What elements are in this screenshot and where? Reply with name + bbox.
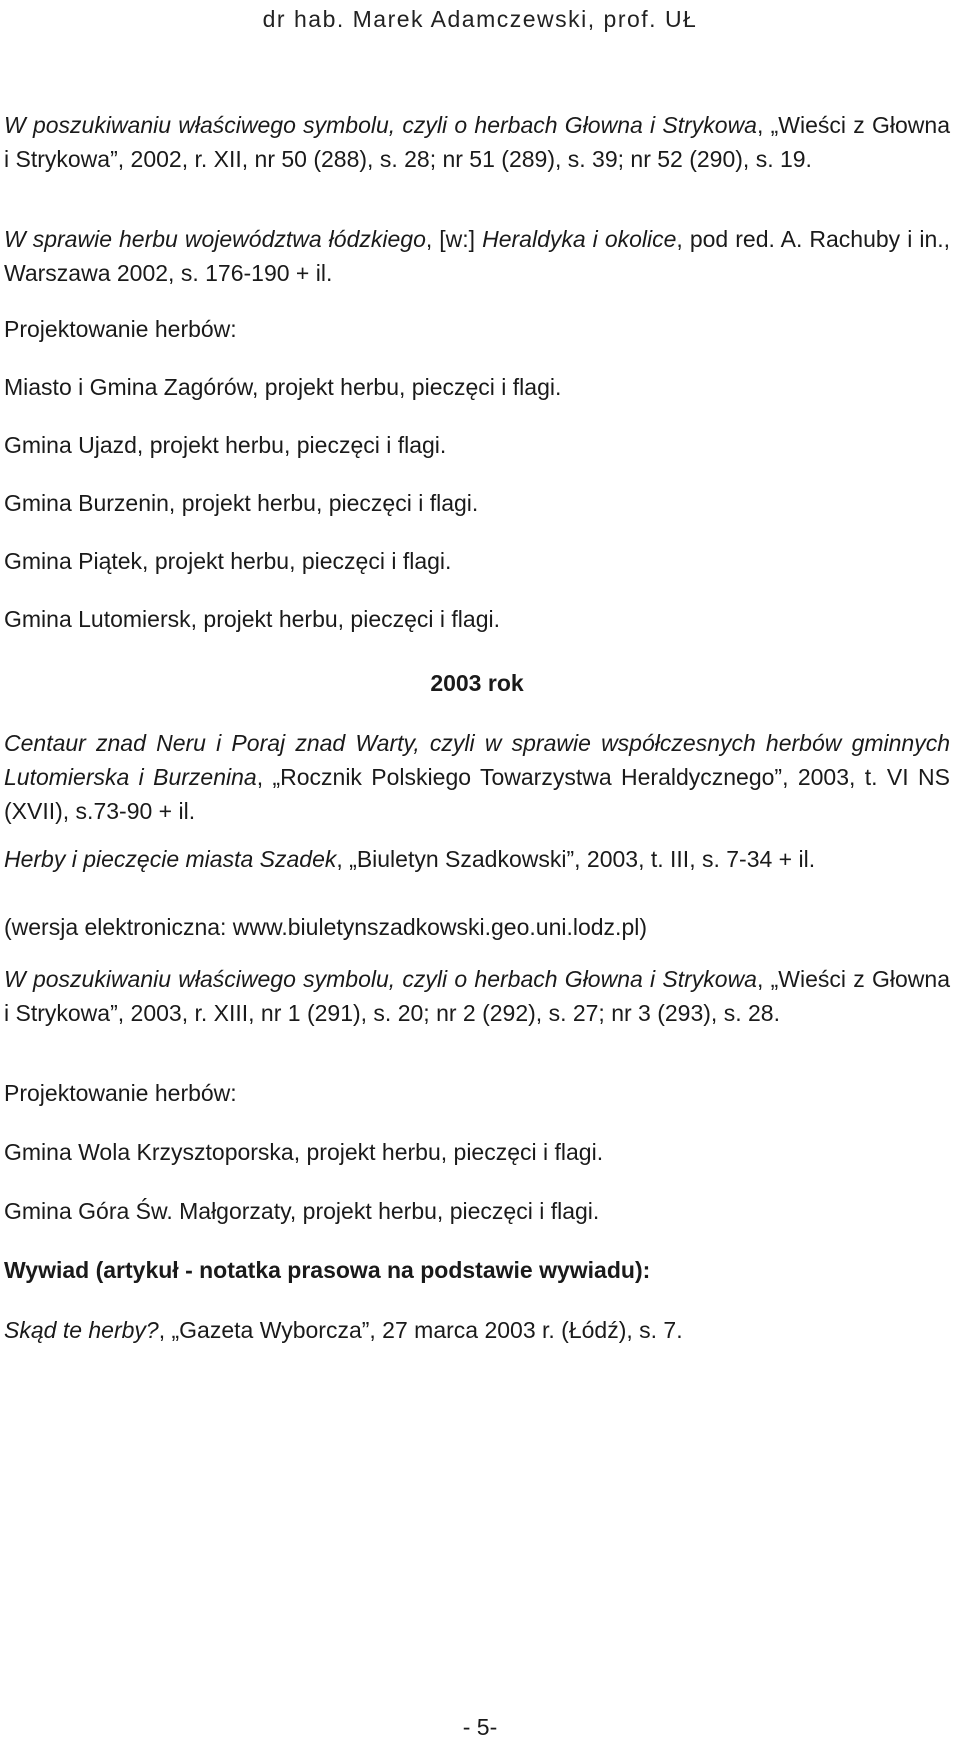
entry-title: Centaur znad Neru i Poraj znad Warty, czyli w sprawie współczesnych herbów gminnych Lutomierska i Burzenina <box>4 730 950 790</box>
entry-details: , „Gazeta Wyborcza”, 27 marca 2003 r. (Łódź), s. 7. <box>158 1317 683 1343</box>
section-heading: Projektowanie herbów: <box>4 316 237 342</box>
entry-title: W poszukiwaniu właściwego symbolu, czyli o herbach Głowna i Strykowa <box>4 112 757 138</box>
entry-details: , „Rocznik Polskiego Towarzystwa Heraldycznego”, 2003, t. VI NS (XVII), s.73-90 + il. <box>4 764 950 824</box>
page-number: - 5- <box>462 1714 498 1740</box>
year-heading: 2003 rok <box>430 670 524 696</box>
interview-heading: Wywiad (artykuł - notatka prasowa na podstawie wywiadu): <box>4 1257 651 1283</box>
project-item: Gmina Góra Św. Małgorzaty, projekt herbu, pieczęci i flagi. <box>4 1198 600 1224</box>
bibliography-entry <box>4 1313 950 1347</box>
bibliography-entry <box>4 222 950 290</box>
entry-title: Skąd te herby? <box>4 1317 159 1343</box>
entry-book-title: Heraldyka i okolice <box>482 226 677 252</box>
entry-connector: , [w:] <box>425 226 483 252</box>
entry-title: W poszukiwaniu właściwego symbolu, czyli o herbach Głowna i Strykowa <box>4 966 757 992</box>
project-item: Miasto i Gmina Zagórów, projekt herbu, pieczęci i flagi. <box>4 374 562 400</box>
entry-web-version: (wersja elektroniczna: www.biuletynszadkowski.geo.uni.lodz.pl) <box>4 914 648 940</box>
entry-details: , „Wieści z Głowna i Strykowa”, 2003, r. XIII, nr 1 (291), s. 20; nr 2 (292), s. 27; nr 3 (293), s. 28. <box>4 966 950 1026</box>
project-item: Gmina Burzenin, projekt herbu, pieczęci i flagi. <box>4 490 479 516</box>
entry-details: , „Wieści z Głowna i Strykowa”, 2002, r. XII, nr 50 (288), s. 28; nr 51 (289), s. 39; nr 52 (290), s. 19. <box>4 112 950 172</box>
bibliography-entry <box>4 108 950 176</box>
project-item: Gmina Piątek, projekt herbu, pieczęci i flagi. <box>4 548 452 574</box>
project-item: Gmina Wola Krzysztoporska, projekt herbu, pieczęci i flagi. <box>4 1139 604 1165</box>
bibliography-entry <box>4 842 950 876</box>
section-heading: Projektowanie herbów: <box>4 1080 237 1106</box>
entry-details: , „Biuletyn Szadkowski”, 2003, t. III, s. 7-34 + il. <box>336 846 816 872</box>
entry-title: W sprawie herbu województwa łódzkiego <box>4 226 426 252</box>
bibliography-entry <box>4 726 950 828</box>
entry-title: Herby i pieczęcie miasta Szadek <box>4 846 337 872</box>
bibliography-entry <box>4 962 950 1030</box>
project-item: Gmina Ujazd, projekt herbu, pieczęci i flagi. <box>4 432 447 458</box>
page-header: dr hab. Marek Adamczewski, prof. UŁ <box>262 6 698 32</box>
entry-details: , pod red. A. Rachuby i in., Warszawa 2002, s. 176-190 + il. <box>4 226 951 286</box>
project-item: Gmina Lutomiersk, projekt herbu, pieczęci i flagi. <box>4 606 500 632</box>
